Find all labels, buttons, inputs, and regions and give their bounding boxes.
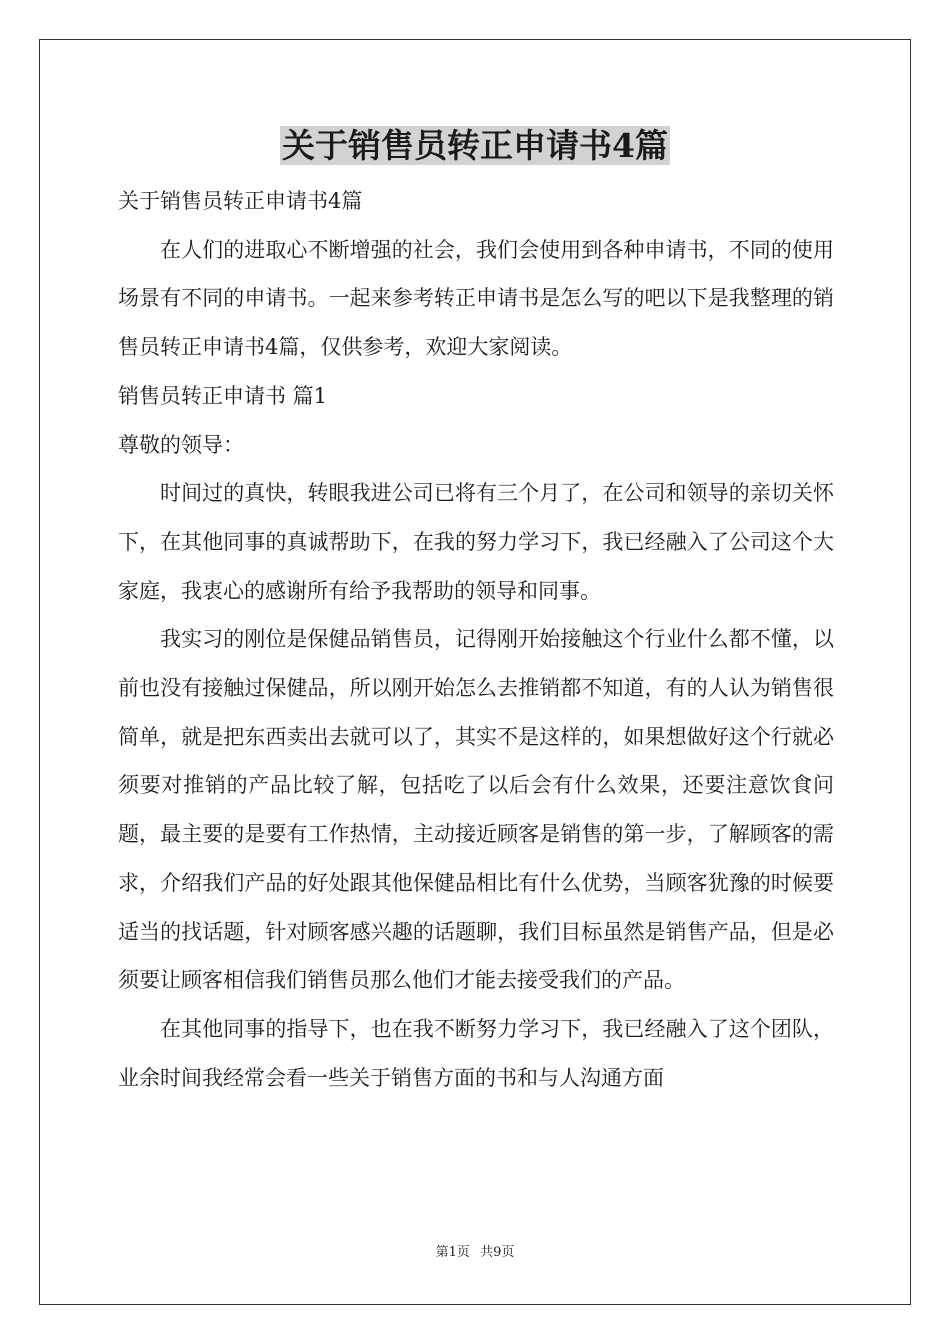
document-title-text: 关于销售员转正申请书4篇 (282, 126, 668, 165)
body-paragraph-3: 在其他同事的指导下，也在我不断努力学习下，我已经融入了这个团队，业余时间我经常会看一些关于销售方面的书和与人沟通方面 (118, 1016, 834, 1090)
salutation: 尊敬的领导： (118, 432, 244, 457)
page-number: 第1页 (435, 1245, 470, 1260)
page-footer (0, 1244, 950, 1262)
document-body (118, 177, 834, 1102)
body-paragraph-1: 时间过的真快，转眼我进公司已将有三个月了，在公司和领导的亲切关怀下，在其他同事的真诚帮助下，在我的努力学习下，我已经融入了公司这个大家庭，我衷心的感谢所有给予我帮助的领导和同事。 (118, 481, 834, 603)
section-heading: 销售员转正申请书 篇1 (118, 383, 328, 408)
body-paragraph-2: 我实习的刚位是保健品销售员，记得刚开始接触这个行业什么都不懂，以前也没有接触过保健品，所以刚开始怎么去推销都不知道，有的人认为销售很简单，就是把东西卖出去就可以了，其实不是这样的，如果想做好这个行就必须要对推销的产品比较了解，包括吃了以后会有什么效果，还要注意饮食问题，最主要的是要有工作热情，主动接近顾客是销售的第一步，了解顾客的需求，介绍我们产品的好处跟其他保健品相比有什么优势，当顾客犹豫的时候要适当的找话题，针对顾客感兴趣的话题聊，我们目标虽然是销售产品，但是必须要让顾客相信我们销售员那么他们才能去接受我们的产品。 (118, 627, 834, 993)
page-total: 共9页 (480, 1245, 515, 1260)
subtitle-line: 关于销售员转正申请书4篇 (118, 189, 363, 213)
intro-paragraph: 在人们的进取心不断增强的社会，我们会使用到各种申请书，不同的使用场景有不同的申请书。一起来参考转正申请书是怎么写的吧以下是我整理的销售员转正申请书4篇，仅供参考，欢迎大家阅读。 (118, 237, 834, 360)
document-title (0, 124, 950, 168)
